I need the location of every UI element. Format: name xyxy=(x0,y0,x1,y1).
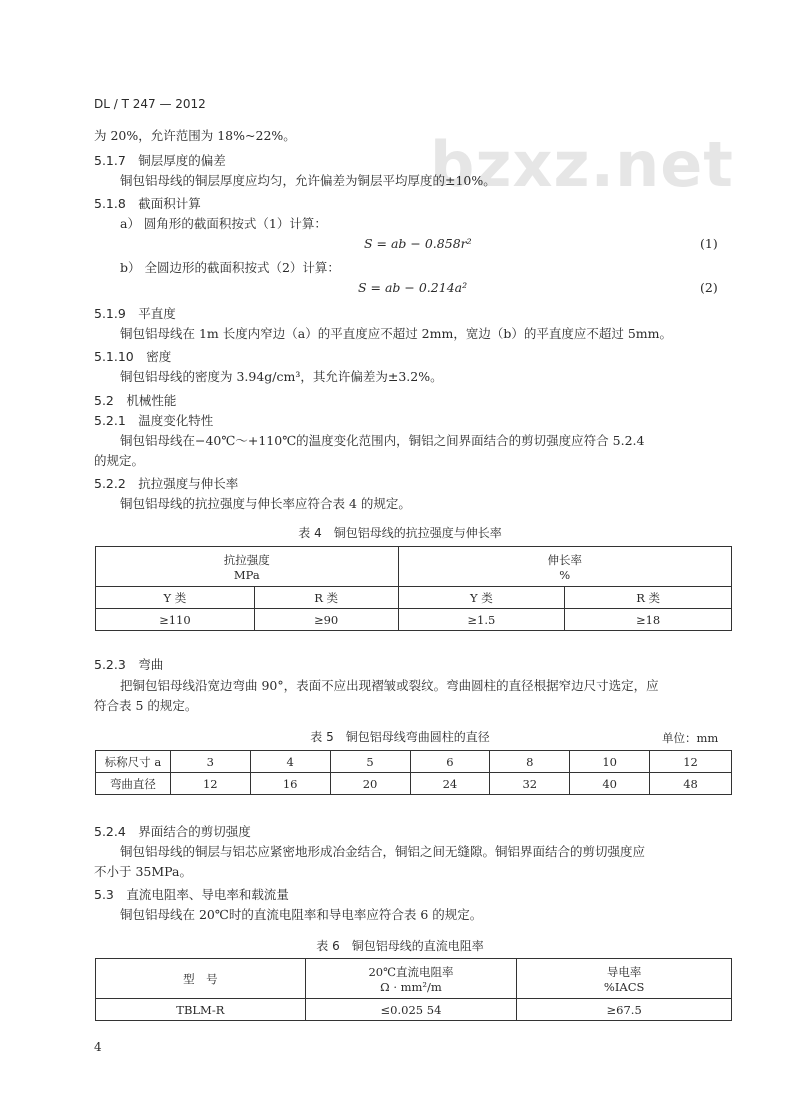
table-4 xyxy=(95,546,732,631)
page-number: 4 xyxy=(94,1040,102,1054)
section-5-2-3-title: 5.2.3 弯曲 xyxy=(94,657,164,672)
table-5-cell: 32 xyxy=(490,773,570,795)
table-5-unit: 单位：mm xyxy=(662,731,719,745)
section-5-2-1-body: 铜包铝母线在−40℃～+110℃的温度变化范围内，铜铝之间界面结合的剪切强度应符合 5.2.4 xyxy=(120,433,645,448)
section-5-1-9-body: 铜包铝母线在 1m 长度内窄边（a）的平直度应不超过 2mm，宽边（b）的平直度应不超过 5mm。 xyxy=(120,326,672,341)
section-5-1-8-item-a: a） 圆角形的截面积按式（1）计算： xyxy=(120,216,327,231)
section-5-2-4-body: 铜包铝母线的铜层与铝芯应紧密地形成冶金结合，铜铝之间无缝隙。铜铝界面结合的剪切强度应 xyxy=(120,844,646,859)
section-5-1-7-body: 铜包铝母线的铜层厚度应均匀，允许偏差为铜层平均厚度的±10%。 xyxy=(120,173,496,188)
table-5-cell: 10 xyxy=(570,751,650,773)
table-5-row-label: 弯曲直径 xyxy=(96,773,171,795)
section-5-1-8-title: 5.1.8 截面积计算 xyxy=(94,196,201,211)
table-4-caption: 表 4 铜包铝母线的抗拉强度与伸长率 xyxy=(298,526,502,540)
table-5-cell: 8 xyxy=(490,751,570,773)
table-6 xyxy=(95,958,732,1021)
table-4-subheader: Y 类 xyxy=(398,587,565,609)
table-4-cell: ≥110 xyxy=(96,609,255,631)
section-5-2-1-title: 5.2.1 温度变化特性 xyxy=(94,413,214,428)
table-4-subheader: R 类 xyxy=(254,587,398,609)
equation-2: S = ab − 0.214a² xyxy=(358,280,468,295)
table-4-subheader: Y 类 xyxy=(96,587,255,609)
table-4-header-elongation: 伸长率 % xyxy=(398,547,731,587)
table-5-cell: 12 xyxy=(650,751,732,773)
table-5 xyxy=(95,750,732,795)
section-5-2-3-body-cont: 符合表 5 的规定。 xyxy=(94,698,198,713)
section-5-1-8-item-b: b） 全圆边形的截面积按式（2）计算： xyxy=(120,260,340,275)
table-4-subheader: R 类 xyxy=(565,587,732,609)
table-6-header-resistivity: 20℃直流电阻率 Ω · mm²/m xyxy=(305,959,517,999)
table-5-cell: 16 xyxy=(250,773,330,795)
table-6-cell: ≤0.025 54 xyxy=(305,999,517,1021)
table-5-cell: 40 xyxy=(570,773,650,795)
section-5-1-9-title: 5.1.9 平直度 xyxy=(94,306,176,321)
section-5-1-10-title: 5.1.10 密度 xyxy=(94,349,172,364)
section-5-2-2-body: 铜包铝母线的抗拉强度与伸长率应符合表 4 的规定。 xyxy=(120,496,411,511)
table-5-cell: 4 xyxy=(250,751,330,773)
table-5-cell: 20 xyxy=(330,773,410,795)
table-5-cell: 6 xyxy=(410,751,490,773)
table-5-row-label: 标称尺寸 a xyxy=(96,751,171,773)
table-5-cell: 12 xyxy=(170,773,250,795)
table-5-cell: 24 xyxy=(410,773,490,795)
equation-2-number: (2) xyxy=(700,280,718,295)
standard-code: DL / T 247 — 2012 xyxy=(94,97,206,111)
section-5-2-3-body: 把铜包铝母线沿宽边弯曲 90°，表面不应出现褶皱或裂纹。弯曲圆柱的直径根据窄边尺寸选定，应 xyxy=(120,678,659,693)
watermark: bzxz.net xyxy=(430,128,734,201)
table-5-cell: 3 xyxy=(170,751,250,773)
equation-1-number: (1) xyxy=(700,236,718,251)
text-line: 为 20%，允许范围为 18%~22%。 xyxy=(94,128,296,143)
table-6-header-conductivity: 导电率 %IACS xyxy=(517,959,732,999)
section-5-2-4-title: 5.2.4 界面结合的剪切强度 xyxy=(94,824,251,839)
table-4-cell: ≥1.5 xyxy=(398,609,565,631)
table-5-caption: 表 5 铜包铝母线弯曲圆柱的直径 xyxy=(310,730,490,744)
table-6-cell: ≥67.5 xyxy=(517,999,732,1021)
section-5-2-4-body-cont: 不小于 35MPa。 xyxy=(94,864,192,879)
table-6-header-model: 型 号 xyxy=(96,959,306,999)
table-6-caption: 表 6 铜包铝母线的直流电阻率 xyxy=(316,939,484,953)
table-4-cell: ≥90 xyxy=(254,609,398,631)
section-5-3-body: 铜包铝母线在 20℃时的直流电阻率和导电率应符合表 6 的规定。 xyxy=(120,907,483,922)
section-5-1-7-title: 5.1.7 铜层厚度的偏差 xyxy=(94,153,226,168)
table-4-header-tensile: 抗拉强度 MPa xyxy=(96,547,399,587)
section-5-1-10-body: 铜包铝母线的密度为 3.94g/cm³，其允许偏差为±3.2%。 xyxy=(120,369,443,384)
section-5-2-2-title: 5.2.2 抗拉强度与伸长率 xyxy=(94,476,239,491)
table-5-cell: 48 xyxy=(650,773,732,795)
section-5-2-1-body-cont: 的规定。 xyxy=(94,453,145,468)
table-4-cell: ≥18 xyxy=(565,609,732,631)
table-6-cell: TBLM-R xyxy=(96,999,306,1021)
equation-1: S = ab − 0.858r² xyxy=(364,236,472,251)
table-5-cell: 5 xyxy=(330,751,410,773)
section-5-2-title: 5.2 机械性能 xyxy=(94,393,177,408)
section-5-3-title: 5.3 直流电阻率、导电率和载流量 xyxy=(94,887,289,902)
